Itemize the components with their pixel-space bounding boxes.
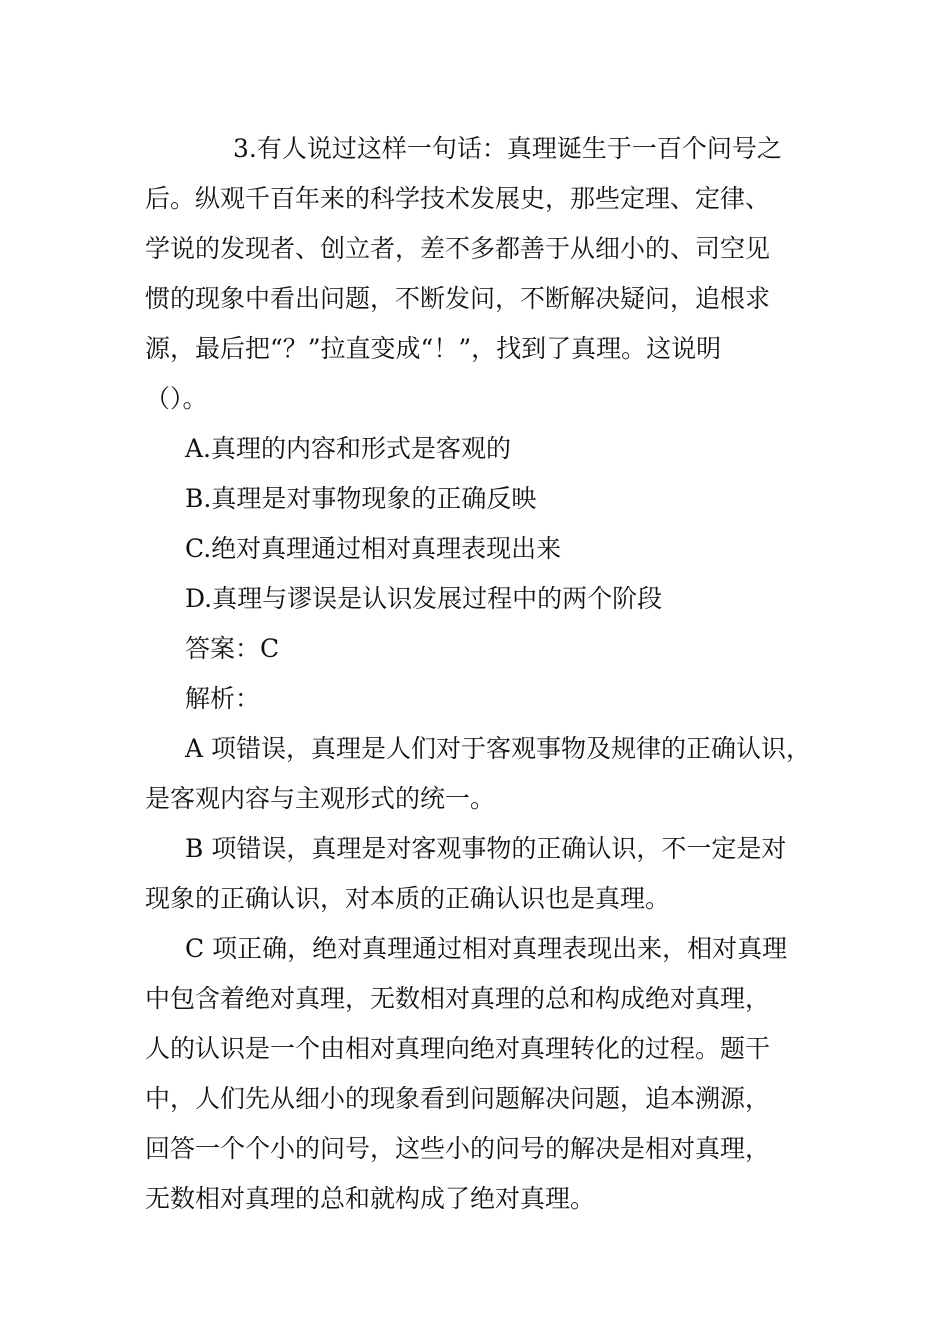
option-d: D.真理与谬误是认识发展过程中的两个阶段	[185, 584, 663, 613]
analysis-label: 解析：	[185, 684, 261, 713]
option-a: A.真理的内容和形式是客观的	[185, 434, 512, 463]
option-c: C.绝对真理通过相对真理表现出来	[185, 534, 562, 563]
question-line: （）。	[145, 384, 208, 413]
question-line: 源，最后把“？”拉直变成“！”，找到了真理。这说明	[145, 334, 722, 363]
answer-options	[145, 424, 845, 624]
analysis-a-line: A 项错误，真理是人们对于客观事物及规律的正确认识，	[185, 734, 812, 763]
analysis-c-line: 无数相对真理的总和就构成了绝对真理。	[145, 1184, 596, 1213]
analysis-section	[145, 724, 845, 1224]
analysis-b-line: 现象的正确认识，对本质的正确认识也是真理。	[145, 884, 671, 913]
question-line: 学说的发现者、创立者，差不多都善于从细小的、司空见	[145, 234, 771, 263]
question-stem	[145, 124, 845, 424]
analysis-b-line: B 项错误，真理是对客观事物的正确认识，不一定是对	[185, 834, 787, 863]
analysis-c-line: 中，人们先从细小的现象看到问题解决问题，追本溯源，	[145, 1084, 771, 1113]
analysis-c-line: 中包含着绝对真理，无数相对真理的总和构成绝对真理，	[145, 984, 771, 1013]
question-line: 惯的现象中看出问题，不断发问，不断解决疑问，追根求	[145, 284, 771, 313]
analysis-c-line: 回答一个个小的问号，这些小的问号的解决是相对真理，	[145, 1134, 771, 1163]
analysis-c-line: 人的认识是一个由相对真理向绝对真理转化的过程。题干	[145, 1034, 771, 1063]
analysis-c-line: C 项正确，绝对真理通过相对真理表现出来，相对真理	[185, 934, 788, 963]
document-body	[145, 124, 845, 1224]
option-b: B.真理是对事物现象的正确反映	[185, 484, 537, 513]
question-line: 3.有人说过这样一句话：真理诞生于一百个问号之	[233, 134, 782, 163]
answer-line: 答案：C	[185, 634, 280, 663]
analysis-a-line: 是客观内容与主观形式的统一。	[145, 784, 496, 813]
question-line: 后。纵观千百年来的科学技术发展史，那些定理、定律、	[145, 184, 771, 213]
